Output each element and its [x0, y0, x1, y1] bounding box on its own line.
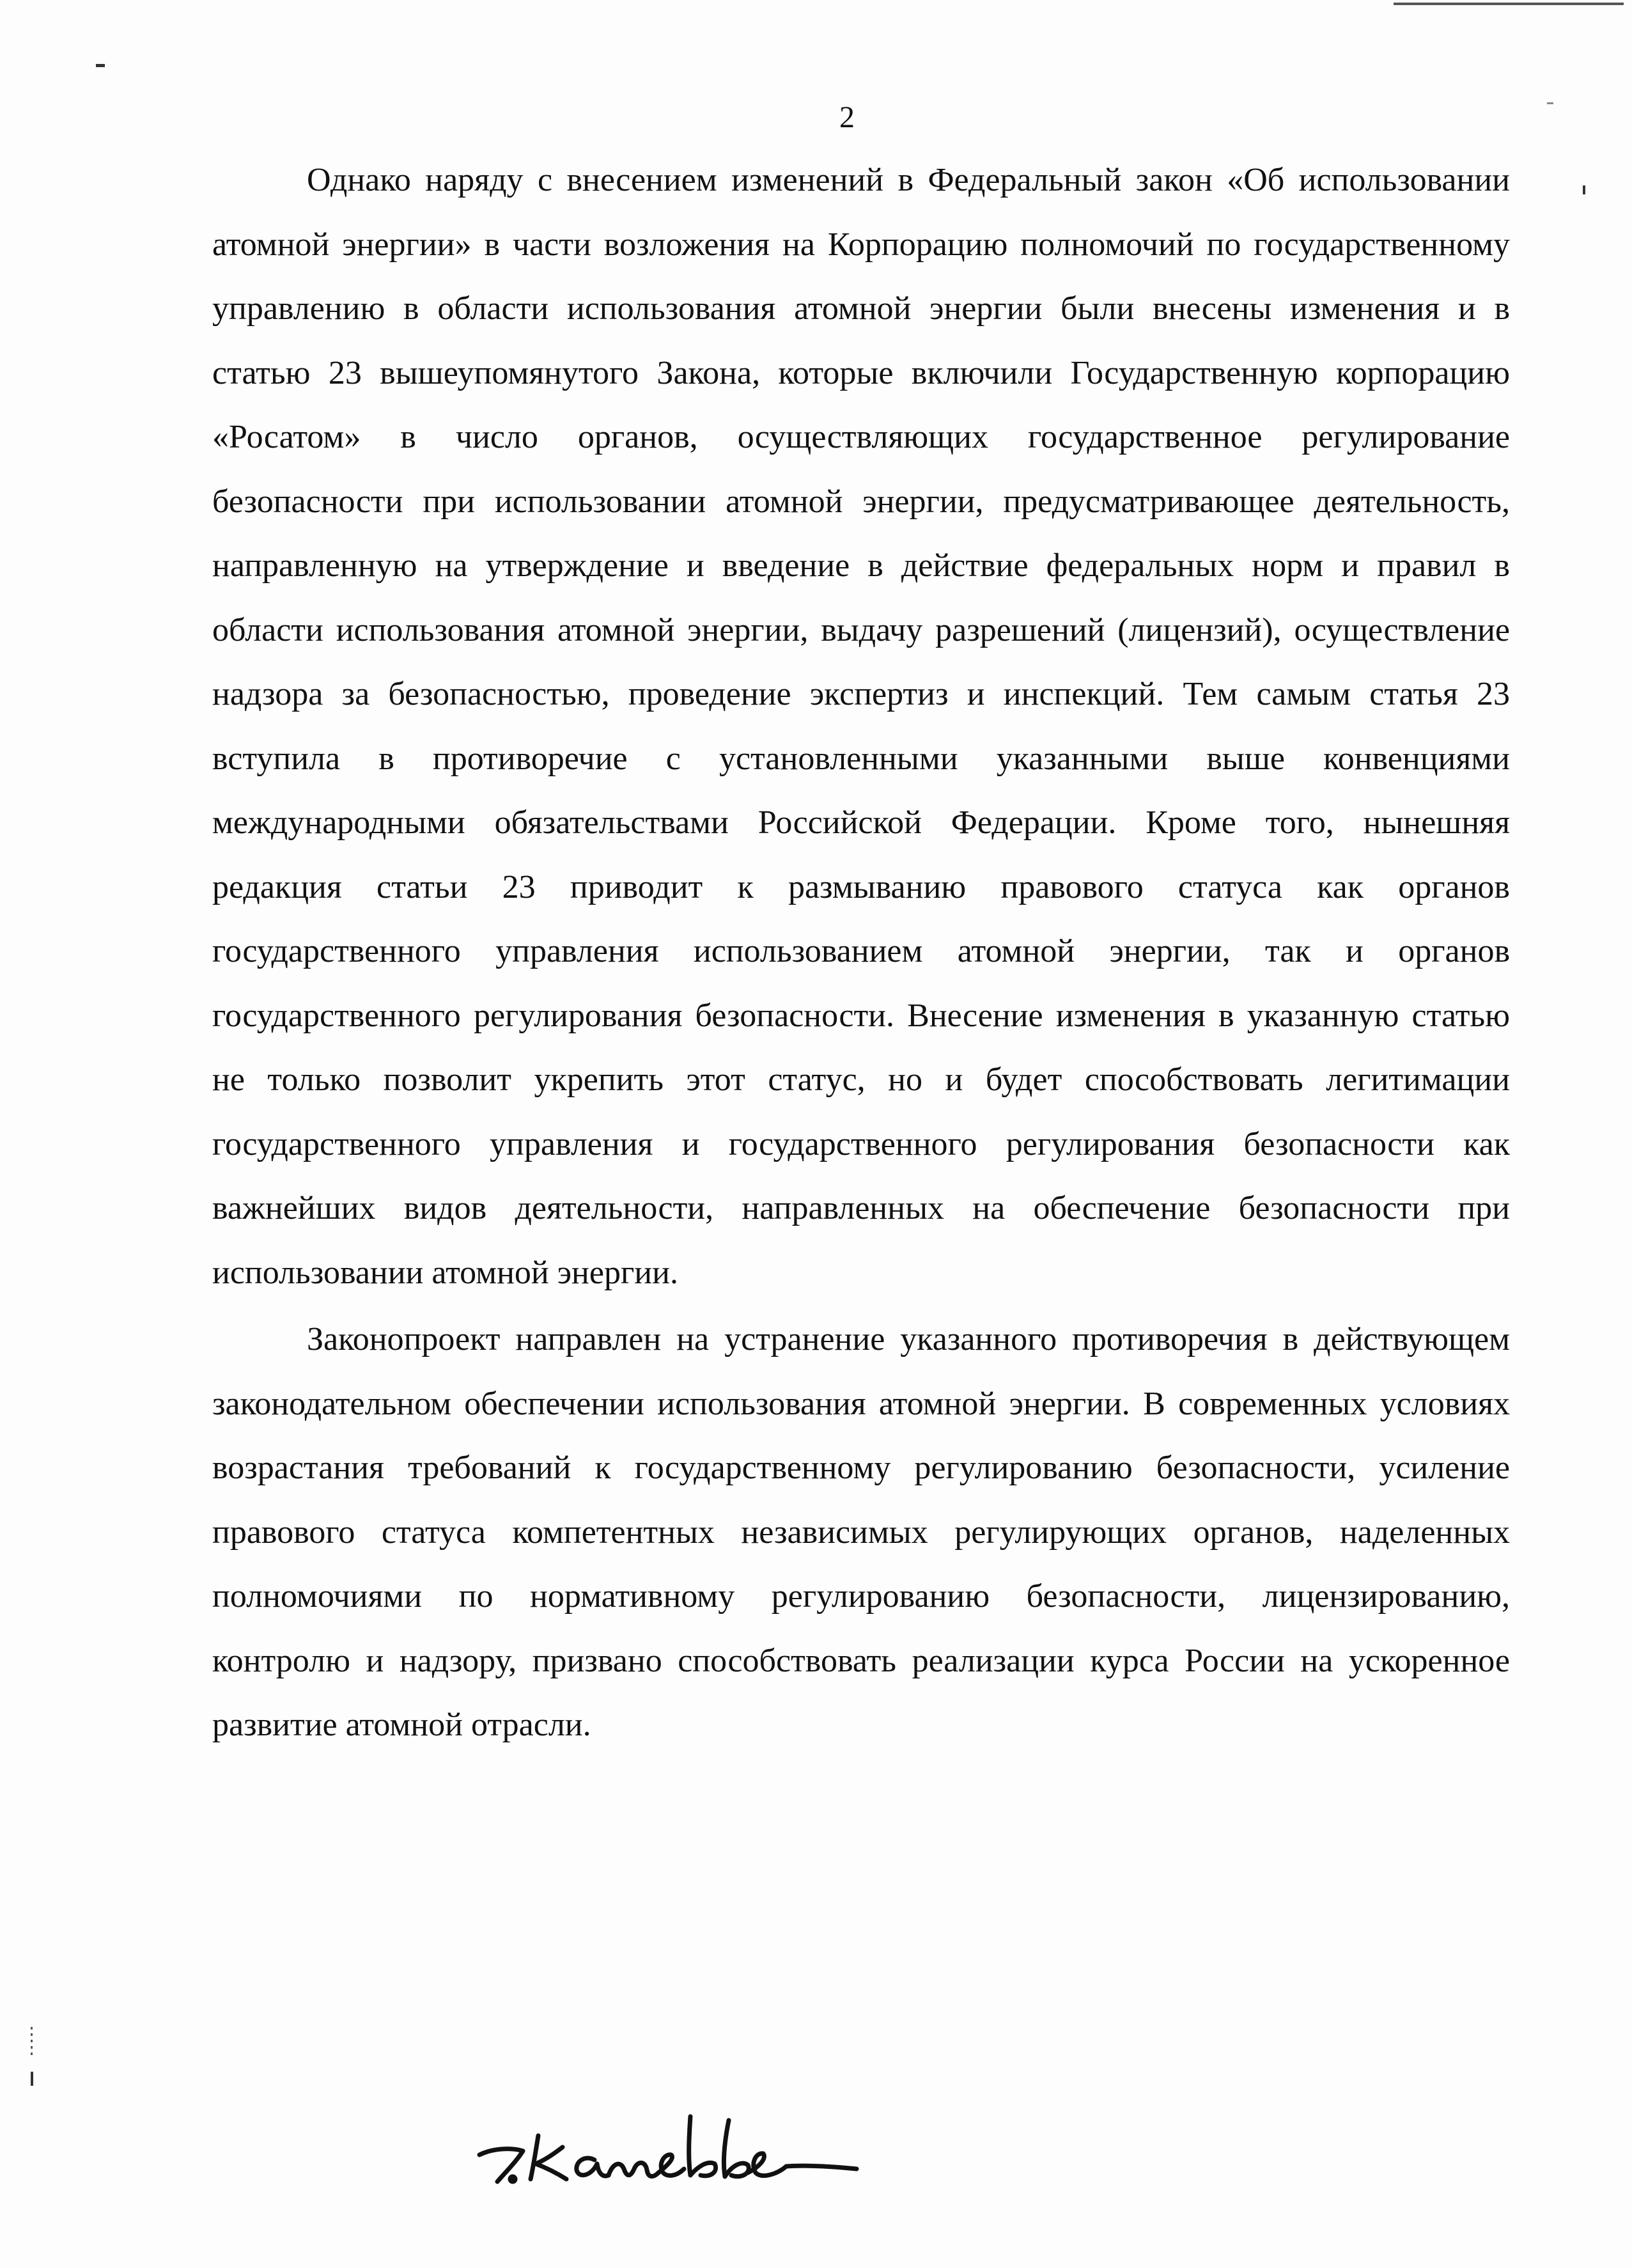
scan-artifact-dot	[1547, 102, 1553, 104]
handwritten-signature-icon	[467, 2097, 876, 2193]
page-number: 2	[839, 100, 855, 134]
scan-artifact-line	[1394, 3, 1624, 5]
paragraph-2: Законопроект направлен на устранение указанного противоречия в действующем законодательном обеспечении использования атомной энергии. В современных условиях возрастания требований к государственному регулированию безопасности, усиление правового статуса компетентных независимых регулирующих органов, наделенных полномочиями по нормативному регулированию безопасности, лицензированию, контролю и надзору, призвано способствовать реализации курса России на ускоренное развитие атомной отрасли.	[212, 1321, 1510, 1743]
paragraph-1: Однако наряду с внесением изменений в Федеральный закон «Об использовании атомной энергии» в части возложения на Корпорацию полномочий по государственному управлению в области использования атомной энергии были внесены изменения и в статью 23 вышеупомянутого Закона, которые включили Государственную корпорацию «Росатом» в число органов, осуществляющих государственное регулирование безопасности при использовании атомной энергии, предусматривающее деятельность, направленную на утверждение и введение в действие федеральных норм и правил в области использования атомной энергии, выдачу разрешений (лицензий), осуществление надзора за безопасностью, проведение экспертиз и инспекций. Тем самым статья 23 вступила в противоречие с установленными указанными выше конвенциями международными обязательствами Российской Федерации. Кроме того, нынешняя редакция статьи 23 приводит к размыванию правового статуса как органов государственного управления использованием атомной энергии, так и органов государственного регулирования безопасности. Внесение изменения в указанную статью не только позволит укрепить этот статус, но и будет способствовать легитимации государственного управления и государственного регулирования безопасности как важнейших видов деятельности, направленных на обеспечение безопасности при использовании атомной энергии.	[212, 162, 1510, 1291]
scan-artifact-dots	[31, 2027, 33, 2059]
scan-artifact-mark	[31, 2072, 33, 2086]
scan-artifact-dash	[96, 64, 105, 67]
document-body	[212, 148, 1510, 1758]
scan-artifact-tick	[1583, 185, 1585, 194]
